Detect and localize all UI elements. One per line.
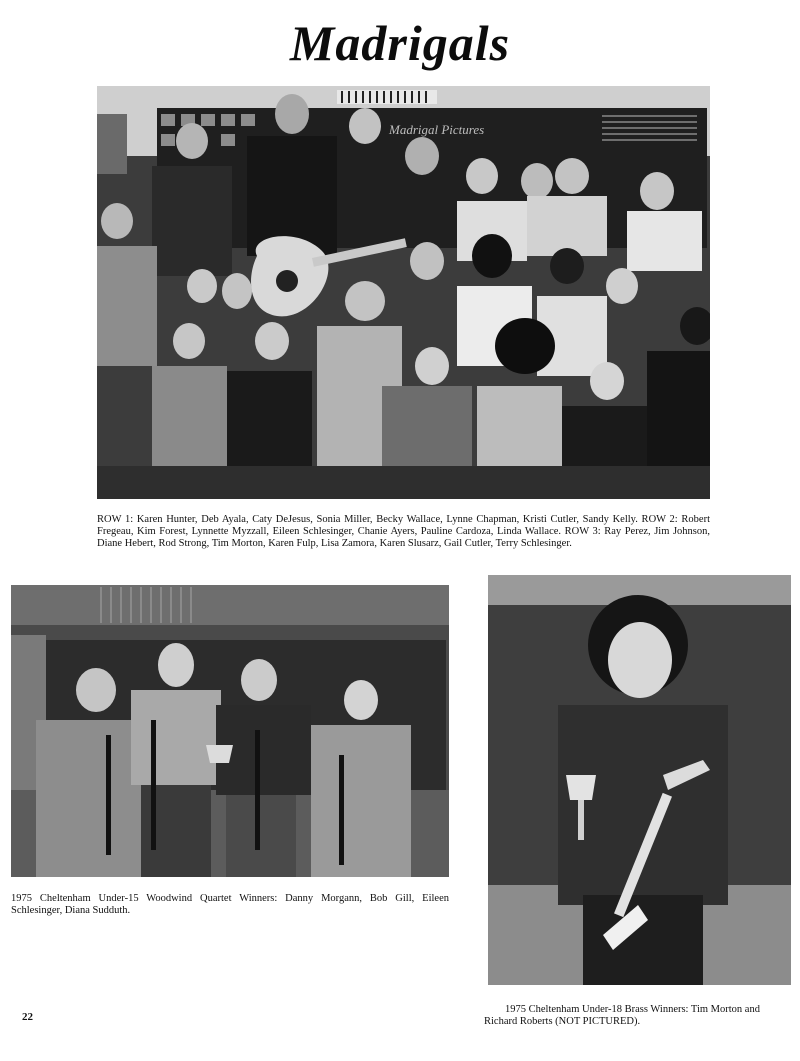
group-photo-caption: ROW 1: Karen Hunter, Deb Ayala, Caty DeJesus, Sonia Miller, Becky Wallace, Lynne Chapman, Kristi Cutler, Sandy Kelly. ROW 2: Robert Fregeau, Kim Forest, Lynnette Myzzall, Eileen Schlesinger, Chanie Ayers, Pauline Cardoza, Linda Wallace. ROW 3: Ray Perez, Jim Johnson, Diane Hebert, Rod Strong, Tim Morton, Karen Fulp, Lisa Zamora, Karen Slusarz, Gail Cutler, Terry Schlesinger. xyxy=(97,514,710,549)
woodwind-quartet-photo xyxy=(11,585,449,877)
brass-winner-photo xyxy=(488,575,791,985)
quartet-caption: 1975 Cheltenham Under-15 Woodwind Quartet Winners: Danny Morgann, Bob Gill, Eileen Schlesinger, Diana Sudduth. xyxy=(11,893,449,916)
chalkboard-text: Madrigal Pictures xyxy=(389,122,485,137)
page-number: 22 xyxy=(22,1011,33,1023)
brass-caption-line-2: Richard Roberts (NOT PICTURED). xyxy=(484,1016,641,1027)
madrigals-group-photo xyxy=(97,86,710,499)
page-title: Madrigals xyxy=(289,15,511,71)
brass-caption-line-1: 1975 Cheltenham Under-18 Brass Winners: Tim Morton and xyxy=(505,1004,760,1015)
